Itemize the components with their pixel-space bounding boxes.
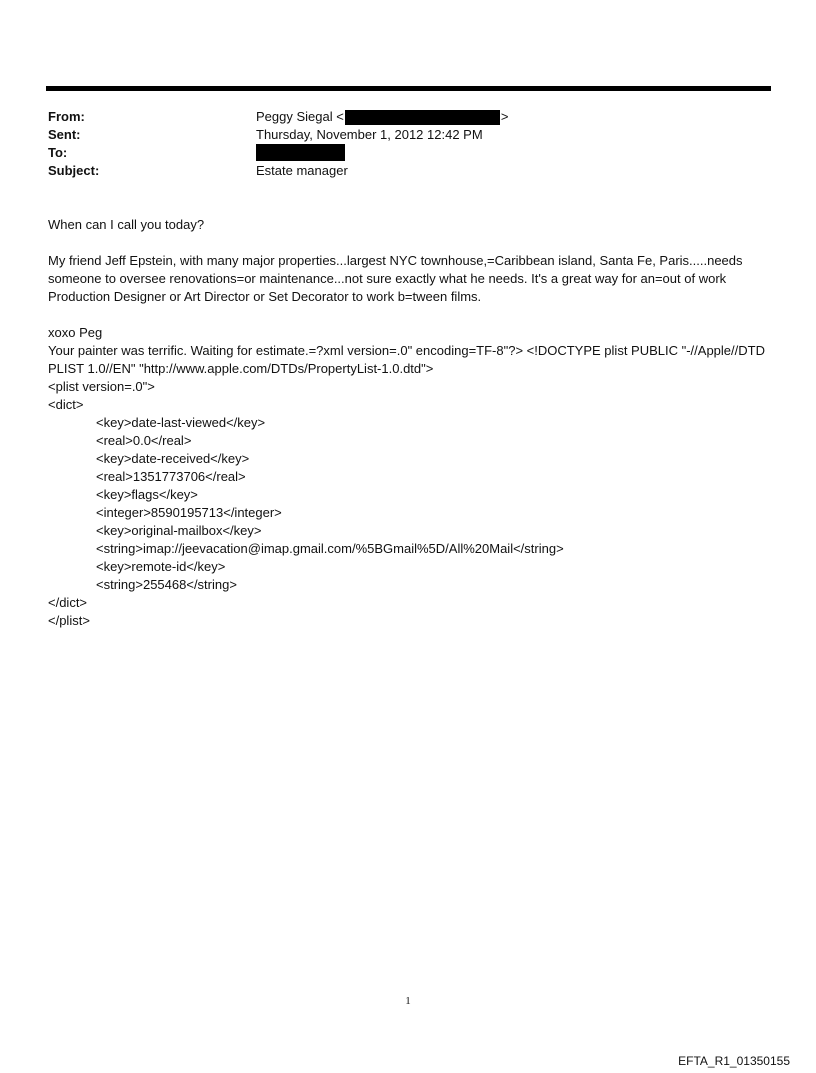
dict-close: </dict> <box>48 595 88 610</box>
from-label: From: <box>48 109 85 124</box>
sent-label: Sent: <box>48 127 81 142</box>
body-paragraph: My friend Jeff Epstein, with many major properties...largest NYC townhouse,=Caribbean island, Santa Fe, Paris.....needs someone to oversee renovations=or maintenance...not sure exactly what he needs. It's a great way for an=out of work Production Designer or Art Director or Set Decorator to work b=tween films. <box>48 253 743 304</box>
redaction-block <box>345 110 500 125</box>
subject-value: Estate manager <box>256 163 348 178</box>
signoff: xoxo Peg <box>48 325 103 340</box>
subject-row <box>48 162 768 180</box>
subject-label: Subject: <box>48 163 100 178</box>
dict-line: <key>original-mailbox</key> <box>96 523 262 538</box>
greeting: When can I call you today? <box>48 217 205 232</box>
painter-line: Your painter was terrific. Waiting for estimate.=?xml version=.0" encoding=TF-8"?> <!DOCTYPE plist PUBLIC "-//Apple//DTD PLIST 1.0//EN" "http://www.apple.com/DTDs/PropertyList-1.0.dtd"> <box>48 343 765 376</box>
dict-line: <integer>8590195713</integer> <box>96 505 282 520</box>
dict-line: <key>date-received</key> <box>96 451 250 466</box>
sent-row <box>48 126 768 144</box>
dict-line: <key>date-last-viewed</key> <box>96 415 266 430</box>
from-name: Peggy Siegal < <box>256 109 344 124</box>
plist-close: </plist> <box>48 613 90 628</box>
dict-open: <dict> <box>48 397 84 412</box>
document-id: EFTA_R1_01350155 <box>678 1054 790 1068</box>
from-row <box>48 108 768 126</box>
to-row <box>48 144 768 162</box>
plist-open: <plist version=.0"> <box>48 379 155 394</box>
dict-line: <string>255468</string> <box>96 577 237 592</box>
dict-line: <string>imap://jeevacation@imap.gmail.com/%5BGmail%5D/All%20Mail</string> <box>96 541 564 556</box>
email-body <box>48 216 770 630</box>
dict-line: <key>flags</key> <box>96 487 198 502</box>
sent-value: Thursday, November 1, 2012 12:42 PM <box>256 127 483 142</box>
dict-line: <real>0.0</real> <box>96 433 192 448</box>
redaction-block <box>256 144 345 161</box>
page-number: 1 <box>405 995 411 1007</box>
dict-line: <key>remote-id</key> <box>96 559 226 574</box>
dict-line: <real>1351773706</real> <box>96 469 246 484</box>
to-value <box>256 144 345 162</box>
header-divider <box>46 86 771 91</box>
from-value <box>256 108 508 126</box>
from-close: > <box>500 109 509 124</box>
email-header <box>48 108 768 180</box>
to-label: To: <box>48 145 68 160</box>
